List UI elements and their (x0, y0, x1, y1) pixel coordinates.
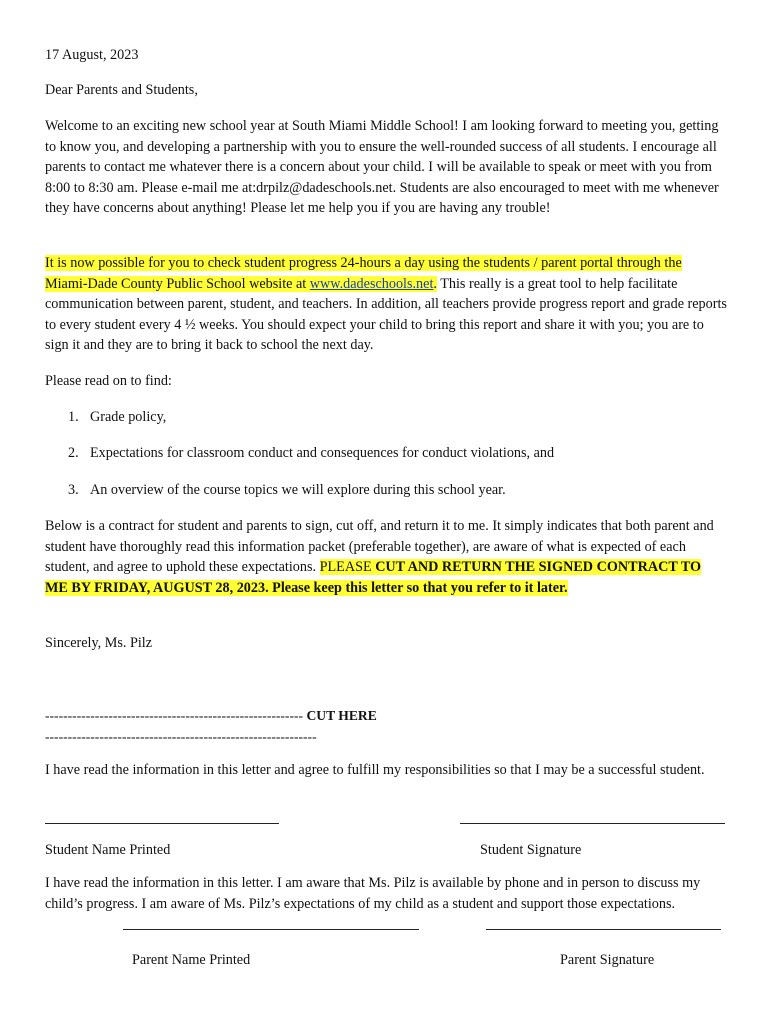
student-name-label: Student Name Printed (45, 842, 171, 858)
student-signature-label: Student Signature (480, 842, 582, 858)
student-statement: I have read the information in this letter and agree to fulfill my responsibilities so that I may be a successful student. (45, 762, 705, 778)
letter-date: 17 August, 2023 (45, 47, 139, 63)
student-name-line[interactable] (45, 823, 279, 824)
closing-signature: Sincerely, Ms. Pilz (45, 635, 153, 651)
portal-highlight: It is now possible for you to check student progress 24-hours a day using the students / parent portal through the Miami-Dade County Public School website at (45, 255, 682, 292)
dadeschools-link[interactable]: www.dadeschools.net (309, 275, 434, 292)
portal-highlight-end: . (433, 275, 437, 292)
cut-line (45, 706, 727, 726)
read-on-text: Please read on to find: (45, 373, 172, 389)
contract-instructions: Below is a contract for student and parents to sign, cut off, and return it to me. It simply indicates that both parent and student have thoroughly read this information packet (preferable together), are aware of what is expected of each student, and agree to uphold these expectations. (45, 518, 714, 576)
cut-here-label: CUT HERE (306, 708, 377, 723)
portal-paragraph (45, 253, 727, 356)
parent-name-line[interactable] (123, 929, 419, 930)
list-item: 3. An overview of the course topics we will explore during this school year. (68, 482, 506, 498)
salutation: Dear Parents and Students, (45, 82, 198, 98)
welcome-paragraph: Welcome to an exciting new school year at South Miami Middle School! I am looking forward to meeting you, getting to know you, and developing a partnership with you to ensure the well-rounded success of all students. I encourage all parents to contact me whatever there is a concern about your child. I will be available to speak or meet with you from 8:00 to 8:30 am. Please e-mail me at:drpilz@dadeschools.net. Students are also encouraged to meet with me whenever they have concerns about anything! Please let me help you if you are having any trouble! (45, 118, 719, 217)
contract-paragraph (45, 516, 727, 598)
student-signature-line[interactable] (460, 823, 725, 824)
parent-statement: I have read the information in this letter. I am aware that Ms. Pilz is available by phone and in person to discuss my child’s progress. I am aware of Ms. Pilz’s expectations of my child as a student and support those expectations. (45, 875, 701, 912)
parent-signature-line[interactable] (486, 929, 721, 930)
parent-signature-label: Parent Signature (560, 952, 655, 968)
please-text: PLEASE (319, 559, 376, 576)
cut-dashes: --------------------------------------------------------- (45, 708, 304, 723)
portal-rest: This really is a great tool to help facilitate communication between parent, student, and teachers. In addition, all teachers provide progress report and grade reports to every student every 4 ½ weeks. You should expect your child to bring this report and share it with you; you are to sign it and they are to bring it back to school the next day. (45, 275, 727, 354)
return-deadline: CUT AND RETURN THE SIGNED CONTRACT TO ME BY FRIDAY, AUGUST 28, 2023. Please keep this letter so that you refer to it later. (45, 559, 702, 596)
parent-name-label: Parent Name Printed (132, 952, 251, 968)
list-item: 1. Grade policy, (68, 409, 167, 425)
list-item: 2. Expectations for classroom conduct and consequences for conduct violations, and (68, 445, 555, 461)
cut-dashes-line: ------------------------------------------------------------ (45, 729, 317, 744)
